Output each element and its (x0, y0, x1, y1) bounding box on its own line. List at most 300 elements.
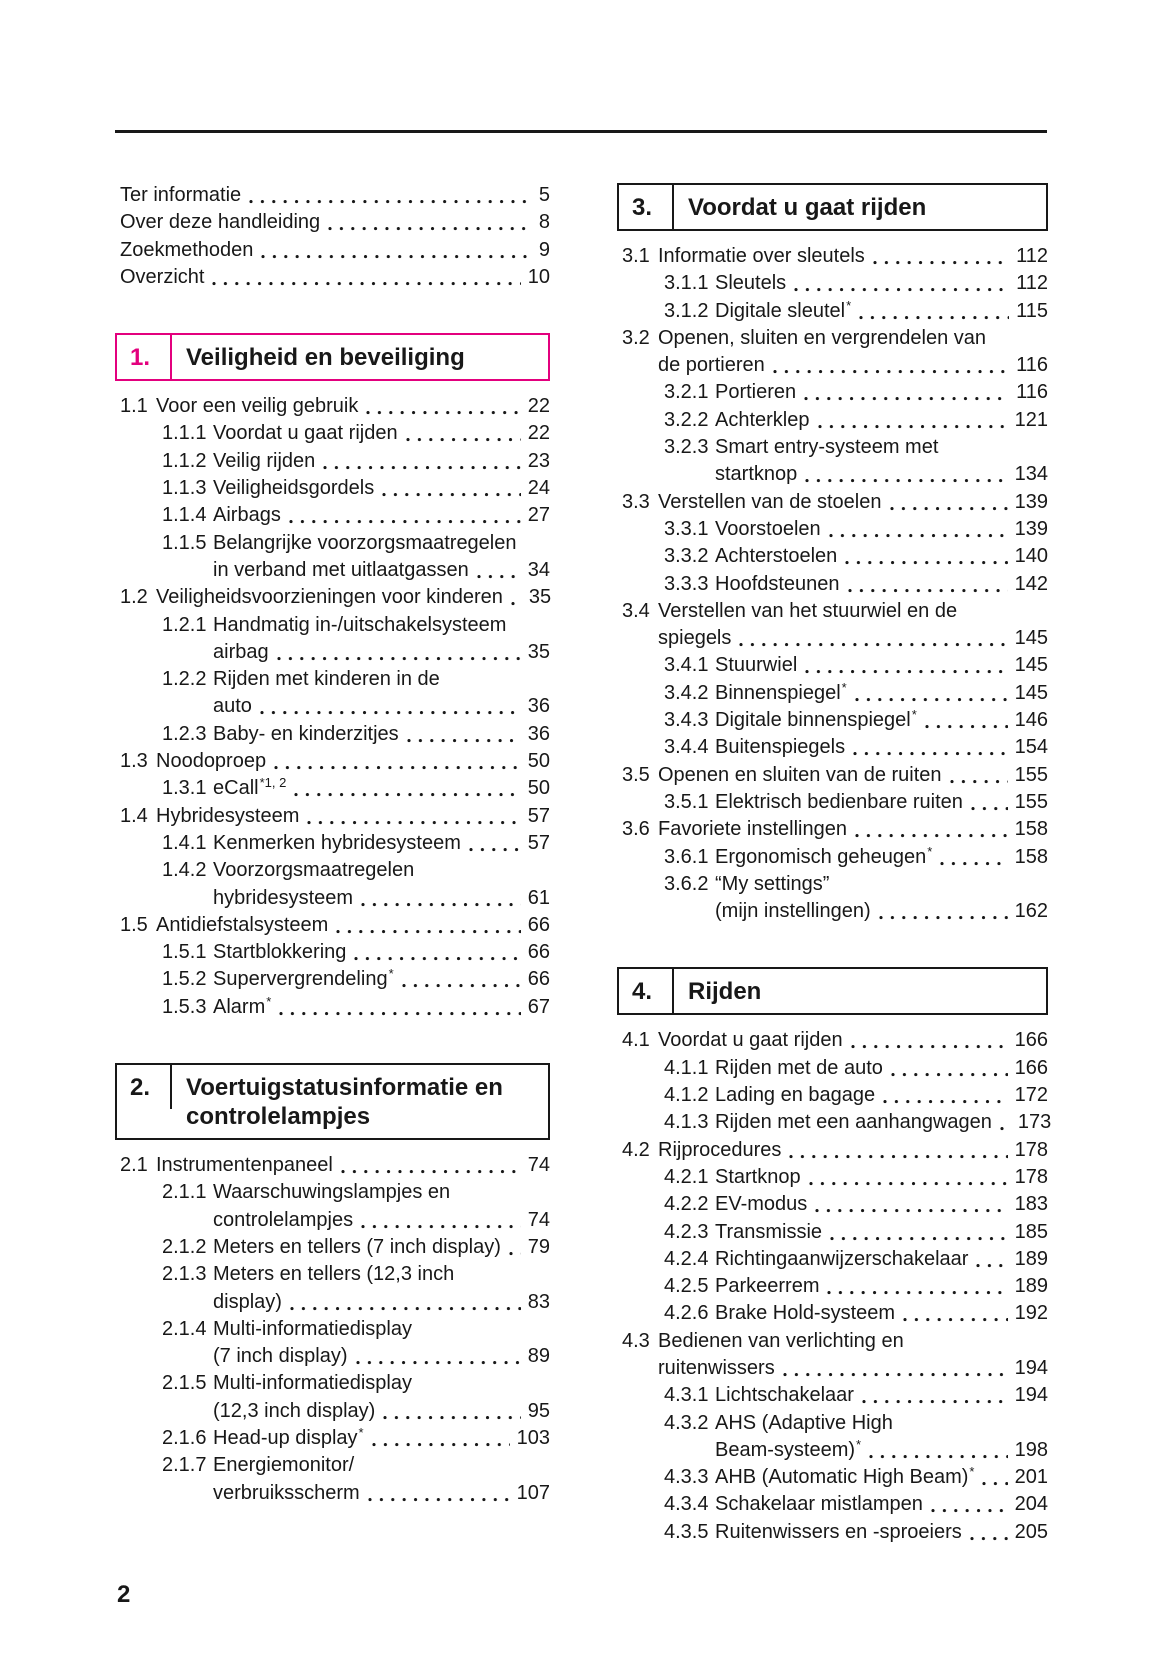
chapter-title (170, 1065, 517, 1138)
toc-entry-text: Binnenspiegel (715, 681, 841, 704)
dot-leader (889, 489, 1008, 516)
toc-entry-number: 4.3.1 (664, 1384, 709, 1407)
toc-entry-text: Portieren (715, 381, 797, 404)
toc-entry-number: 1.5.2 (162, 968, 207, 991)
toc-entry-line (622, 243, 1048, 270)
toc-entry (622, 598, 1048, 653)
chapter-number: 4. (632, 978, 653, 1006)
toc-entry-page: 116 (1016, 354, 1048, 377)
toc-entry-line (622, 434, 1048, 461)
dot-leader (476, 557, 521, 584)
toc-entry (622, 1246, 1048, 1273)
toc-entry-text: AHB (Automatic High Beam) (715, 1466, 969, 1489)
toc-entry (120, 393, 550, 420)
chapter-title (672, 969, 775, 1013)
toc-entry-text: Brake Hold-systeem (715, 1302, 896, 1325)
dot-leader (288, 502, 521, 529)
chapter-number: 2. (130, 1074, 151, 1102)
toc-entry-page: 178 (1014, 1138, 1048, 1161)
toc-entry-line (120, 1234, 550, 1261)
toc-entry (622, 298, 1048, 325)
toc-entry-line (622, 871, 1048, 898)
dot-leader (322, 448, 520, 475)
footnote-marker: * (846, 297, 852, 313)
toc-entry-line (120, 775, 550, 802)
toc-entry-page: 166 (1014, 1056, 1048, 1079)
toc-entry-text: spiegels (658, 627, 732, 650)
toc-entry-text: Digitale sleutel (715, 299, 846, 322)
dot-leader (327, 209, 532, 236)
toc-entry (622, 243, 1048, 270)
toc-entry-page: 185 (1014, 1220, 1048, 1243)
toc-entry-text: eCall (213, 777, 259, 800)
toc-entry (622, 1109, 1052, 1136)
toc-entry (622, 489, 1048, 516)
dot-leader (788, 1137, 1007, 1164)
toc-entry-number: 3.4.1 (664, 654, 709, 677)
toc-entry (622, 680, 1048, 707)
chapter-section-3 (617, 183, 1048, 925)
toc-entry-page: 22 (527, 422, 550, 445)
toc-entry-number: 3.1.2 (664, 299, 709, 322)
toc-entry-text: Rijden met een aanhangwagen (715, 1111, 992, 1134)
toc-entry (120, 803, 550, 830)
footnote-marker: * (911, 707, 917, 723)
toc-entry-page: 140 (1014, 545, 1048, 568)
toc-entry-text: Meters en tellers (7 inch display) (213, 1235, 501, 1258)
dot-leader (306, 803, 520, 830)
toc-entry (120, 237, 550, 264)
toc-entry-line (622, 407, 1048, 434)
toc-entry-line (120, 1398, 550, 1425)
toc-entry (120, 1179, 550, 1234)
toc-entry-line (120, 530, 550, 557)
toc-entry-number: 1.4 (120, 804, 148, 827)
toc-entry-text: auto (213, 695, 252, 718)
toc-entry-number: 1.1 (120, 395, 148, 418)
toc-entry-page: 145 (1014, 654, 1048, 677)
toc-entry-text: Schakelaar mistlampen (715, 1493, 923, 1516)
dot-leader (405, 420, 521, 447)
toc-entry-page: 67 (527, 995, 550, 1018)
toc-entry-line (622, 270, 1048, 297)
dot-leader (260, 237, 531, 264)
dot-leader (371, 1425, 510, 1452)
toc-entry-line (120, 1316, 550, 1343)
toc-entry-page: 23 (527, 449, 550, 472)
toc-entry (622, 407, 1048, 434)
toc-entry-line (622, 379, 1048, 406)
toc-entry-text: Airbags (213, 504, 281, 527)
dot-leader (878, 898, 1008, 925)
toc-entry-page: 50 (527, 750, 550, 773)
toc-entry (120, 209, 550, 236)
toc-entry-number: 4.1.3 (664, 1111, 709, 1134)
dot-leader (975, 1246, 1007, 1273)
toc-entry-text: Voordat u gaat rijden (658, 1029, 843, 1052)
toc-entry (622, 1027, 1048, 1054)
toc-entry-line (120, 748, 550, 775)
toc-entry (622, 871, 1048, 926)
toc-entry (622, 516, 1048, 543)
dot-leader (858, 298, 1009, 325)
toc-entry (120, 475, 550, 502)
toc-entry-line (622, 571, 1048, 598)
toc-entry-page: 103 (516, 1426, 550, 1449)
chapter-section-4 (617, 967, 1052, 1546)
toc-entry-text: Ergonomisch geheugen (715, 845, 927, 868)
toc-entry-line (120, 1452, 550, 1479)
toc-entry-number: 3.4.2 (664, 681, 709, 704)
toc-entry-page: 146 (1014, 709, 1048, 732)
toc-entry-text: (12,3 inch display) (213, 1399, 376, 1422)
toc-entry-number: 1.1.1 (162, 422, 207, 445)
toc-entry-page: 24 (527, 477, 550, 500)
toc-entry-line (120, 857, 550, 884)
toc-entry-text: Antidiefstalsysteem (156, 913, 329, 936)
toc-entry-page: 155 (1014, 790, 1048, 813)
toc-entry-text: Veilig rijden (213, 449, 316, 472)
toc-entry-text: Baby- en kinderzitjes (213, 722, 399, 745)
chapter-title (170, 335, 479, 379)
toc-entry-text: Informatie over sleutels (658, 245, 865, 267)
toc-entry-line (120, 448, 550, 475)
toc-entry-number: 3.6 (622, 818, 650, 841)
toc-entry-page: 183 (1014, 1193, 1048, 1216)
toc-entry-number: 3.2.1 (664, 381, 709, 404)
toc-entry-line (120, 639, 550, 666)
toc-entry-line (120, 237, 550, 264)
dot-leader (981, 1464, 1007, 1491)
toc-entry-line (622, 1519, 1048, 1546)
toc-entry (622, 707, 1048, 734)
toc-entry-line (622, 816, 1048, 843)
toc-entry-text: Richtingaanwijzerschakelaar (715, 1247, 969, 1270)
toc-entry (622, 816, 1048, 843)
toc-entry (120, 666, 550, 721)
dot-leader (289, 1289, 521, 1316)
toc-entry-line (120, 557, 550, 584)
toc-entry-text: Voor een veilig gebruik (156, 395, 359, 418)
toc-entry-line (120, 1179, 550, 1206)
toc-entry-page: 66 (527, 941, 550, 964)
toc-entry-line (622, 625, 1048, 652)
chapter-number: 3. (632, 194, 653, 221)
toc-entry-text: AHS (Adaptive High (715, 1411, 893, 1434)
toc-entry-number: 3.2 (622, 326, 650, 349)
toc-entry-line (622, 1219, 1048, 1246)
dot-leader (999, 1109, 1011, 1136)
dot-leader (844, 543, 1007, 570)
toc-entry (120, 1261, 550, 1316)
toc-entry-text: Energiemonitor/ (213, 1454, 355, 1477)
chapter-header-divider (170, 1065, 172, 1109)
toc-entry-text: Sleutels (715, 272, 787, 295)
toc-entry-text: Overzicht (120, 265, 205, 288)
chapter-title (672, 185, 940, 229)
toc-entry-page: 5 (538, 184, 550, 206)
dot-leader (890, 1055, 1008, 1082)
toc-entry-page: 194 (1014, 1356, 1048, 1379)
toc-entry-text: Meters en tellers (12,3 inch (213, 1263, 455, 1286)
dot-leader (930, 1491, 1008, 1518)
toc-entry-line (120, 1343, 550, 1370)
toc-entry (622, 571, 1048, 598)
toc-entry (622, 1491, 1048, 1518)
toc-entry-text: EV-modus (715, 1193, 808, 1216)
toc-entry-text: Zoekmethoden (120, 238, 254, 261)
dot-leader (211, 264, 520, 291)
toc-entry-line (622, 1355, 1048, 1382)
toc-entry-page: 112 (1016, 245, 1048, 267)
dot-leader (861, 1382, 1008, 1409)
toc-entry-text: Voorzorgsmaatregelen (213, 859, 415, 882)
toc-entry-text: Multi-informatiedisplay (213, 1317, 412, 1340)
toc-entry-number: 1.2.1 (162, 613, 207, 636)
toc-entry-page: 95 (527, 1399, 550, 1422)
toc-entry-line (120, 885, 550, 912)
toc-entry-text: display) (213, 1290, 282, 1313)
toc-entry-text: Startknop (715, 1165, 801, 1188)
toc-entry-line (622, 516, 1048, 543)
toc-entry-number: 1.5.1 (162, 941, 207, 964)
toc-entry-text: Lading en bagage (715, 1084, 876, 1107)
toc-entry-page: 204 (1014, 1493, 1048, 1516)
toc-entry-number: 2.1.6 (162, 1426, 207, 1449)
toc-entry-text: de portieren (658, 354, 765, 377)
toc-entry-number: 4.1 (622, 1029, 650, 1052)
toc-entry-number: 4.2.2 (664, 1193, 709, 1216)
toc-entry-text: Ter informatie (120, 184, 242, 206)
toc-entry-page: 142 (1014, 572, 1048, 595)
toc-entry-text: startknop (715, 463, 798, 486)
toc-entry-number: 1.1.4 (162, 504, 207, 527)
chapter-title-line: Voertuigstatusinformatie en (186, 1074, 503, 1102)
toc-entry-number: 4.3.2 (664, 1411, 709, 1434)
toc-entry-page: 74 (527, 1208, 550, 1231)
toc-entry (622, 1519, 1048, 1546)
toc-entry-text: verbruiksscherm (213, 1481, 360, 1504)
dot-leader (353, 939, 520, 966)
toc-entry-number: 2.1.1 (162, 1181, 207, 1204)
dot-leader (335, 912, 520, 939)
toc-entry (622, 1464, 1048, 1491)
toc-entry-page: 145 (1014, 627, 1048, 650)
dot-leader (804, 652, 1007, 679)
toc-entry-text: Elektrisch bedienbare ruiten (715, 790, 963, 813)
toc-entry-page: 66 (527, 913, 550, 936)
dot-leader (854, 816, 1008, 843)
toc-entry-text: Waarschuwingslampjes en (213, 1181, 451, 1204)
toc-entry-page: 189 (1014, 1247, 1048, 1270)
toc-entry-line (622, 489, 1048, 516)
toc-entry (120, 1234, 550, 1261)
dot-leader (355, 1343, 521, 1370)
toc-entry-line (120, 666, 550, 693)
toc-entry-text: Beam-systeem) (715, 1438, 856, 1461)
toc-entry (622, 652, 1048, 679)
toc-entry-page: 173 (1017, 1111, 1052, 1134)
dot-leader (360, 1207, 521, 1234)
chapter-title-line: Voordat u gaat rijden (688, 194, 927, 221)
toc-entry-line (120, 994, 550, 1021)
toc-entry-number: 3.5 (622, 763, 650, 786)
toc-entry-number: 4.3.5 (664, 1520, 709, 1543)
toc-entry (120, 721, 550, 748)
toc-entry-number: 3.6.2 (664, 872, 709, 895)
toc-entry-page: 158 (1014, 845, 1048, 868)
toc-entry (120, 420, 550, 447)
toc-entry-line (622, 762, 1048, 789)
toc-entry-page: 107 (516, 1481, 550, 1504)
toc-entry-line (120, 1207, 550, 1234)
toc-entry-number: 2.1.3 (162, 1263, 207, 1286)
toc-entry-line (120, 264, 550, 291)
toc-entry-text: ruitenwissers (658, 1356, 775, 1379)
toc-entry-number: 4.2.1 (664, 1165, 709, 1188)
toc-entry-page: 36 (527, 722, 550, 745)
toc-entry (120, 1425, 550, 1452)
dot-leader (508, 1234, 521, 1261)
top-rule (115, 130, 1047, 133)
toc-entry-page: 115 (1016, 299, 1048, 322)
toc-entry (120, 748, 550, 775)
toc-entry-text: Parkeerrem (715, 1275, 820, 1298)
dot-leader (259, 693, 521, 720)
toc-entry-line (622, 652, 1048, 679)
toc-entry-number: 4.2 (622, 1138, 650, 1161)
chapter-title-line: controlelampjes (186, 1103, 371, 1131)
toc-entry-number: 1.3.1 (162, 777, 207, 800)
toc-entry (120, 966, 550, 993)
dot-leader (248, 182, 532, 209)
chapter-title-line: Rijden (688, 978, 762, 1006)
toc-entry (622, 325, 1048, 380)
toc-entry-line (120, 393, 550, 420)
dot-leader (882, 1082, 1007, 1109)
toc-entry-number: 1.1.5 (162, 531, 207, 554)
dot-leader (850, 1027, 1008, 1054)
toc-entry (622, 1300, 1048, 1327)
toc-entry-page: 201 (1014, 1466, 1048, 1489)
dot-leader (854, 680, 1008, 707)
toc-entry-text: Rijden met kinderen in de (213, 668, 440, 691)
toc-entry-number: 4.2.6 (664, 1302, 709, 1325)
toc-entry-text: Buitenspiegels (715, 736, 846, 759)
toc-entry-text: Hybridesysteem (156, 804, 300, 827)
toc-entry-line (120, 830, 550, 857)
toc-entry-number: 3.4 (622, 599, 650, 622)
page-number: 2 (117, 1581, 131, 1608)
toc-entry-number: 4.2.5 (664, 1275, 709, 1298)
toc-item-list (617, 1027, 1052, 1546)
toc-entry-text: Rijprocedures (658, 1138, 782, 1161)
dot-leader (803, 379, 1009, 406)
dot-leader (939, 844, 1007, 871)
toc-entry (120, 612, 550, 667)
toc-entry-line (622, 1491, 1048, 1518)
chapter-section-2 (115, 1063, 550, 1507)
toc-entry-number: 1.2 (120, 586, 148, 609)
toc-entry-line (120, 502, 550, 529)
toc-entry-line (622, 1109, 1052, 1136)
toc-entry-page: 83 (527, 1290, 550, 1313)
dot-leader (949, 762, 1008, 789)
dot-leader (814, 1191, 1007, 1218)
toc-entry-number: 3.1.1 (664, 272, 709, 295)
toc-entry (120, 584, 550, 611)
chapter-header-divider (672, 185, 674, 229)
toc-entry-line (622, 1246, 1048, 1273)
toc-entry-text: Ruitenwissers en -sproeiers (715, 1520, 962, 1543)
toc-entry-number: 1.2.3 (162, 722, 207, 745)
toc-entry-text: Transmissie (715, 1220, 823, 1243)
chapter-title-line: Veiligheid en beveiliging (186, 344, 465, 372)
toc-entry-page: 139 (1014, 490, 1048, 513)
toc-entry-page: 22 (527, 395, 550, 418)
toc-column-left (115, 182, 550, 1507)
toc-entry (622, 1082, 1048, 1109)
toc-entry (622, 1191, 1048, 1218)
toc-entry-number: 4.2.4 (664, 1247, 709, 1270)
toc-entry-line (622, 789, 1048, 816)
toc-entry-page: 189 (1014, 1275, 1048, 1298)
toc-entry-text: Belangrijke voorzorgsmaatregelen (213, 531, 517, 554)
dot-leader (804, 461, 1007, 488)
toc-entry-number: 2.1.5 (162, 1372, 207, 1395)
toc-entry-page: 35 (528, 586, 552, 609)
footnote-marker: * (927, 843, 933, 859)
toc-entry-page: 121 (1014, 408, 1048, 431)
toc-entry-line (622, 352, 1048, 379)
toc-entry (622, 844, 1048, 871)
toc-entry-number: 1.3 (120, 750, 148, 773)
toc-entry (622, 1219, 1048, 1246)
dot-leader (367, 1480, 510, 1507)
chapter-header (115, 333, 550, 381)
toc-entry-text: hybridesysteem (213, 886, 354, 909)
toc-entry-page: 79 (527, 1235, 550, 1258)
toc-entry-page: 57 (527, 831, 550, 854)
toc-entry-number: 1.5 (120, 913, 148, 936)
toc-entry-text: Bedienen van verlichting en (658, 1329, 904, 1352)
toc-entry (120, 448, 550, 475)
toc-entry-text: airbag (213, 640, 269, 663)
footnote-marker: * (841, 679, 847, 695)
toc-entry-text: Openen en sluiten van de ruiten (658, 763, 942, 786)
toc-entry-line (622, 1273, 1048, 1300)
toc-entry-page: 112 (1016, 272, 1048, 295)
toc-entry-number: 2.1.2 (162, 1235, 207, 1258)
toc-entry-number: 4.3.3 (664, 1466, 709, 1489)
dot-leader (793, 270, 1009, 297)
dot-leader (340, 1152, 521, 1179)
toc-entry-number: 3.6.1 (664, 845, 709, 868)
toc-entry-line (120, 1152, 550, 1179)
toc-entry (120, 530, 550, 585)
toc-entry-text: Favoriete instellingen (658, 818, 847, 841)
dot-leader (510, 584, 522, 611)
dot-leader (852, 734, 1008, 761)
toc-entry-line (120, 1289, 550, 1316)
toc-entry-line (622, 734, 1048, 761)
toc-entry-number: 4.3.4 (664, 1493, 709, 1516)
toc-entry-number: 1.1.2 (162, 449, 207, 472)
toc-entry-number: 3.3.2 (664, 545, 709, 568)
toc-entry-page: 192 (1014, 1302, 1048, 1325)
toc-entry-text: Startblokkering (213, 941, 347, 964)
toc-entry-line (120, 584, 550, 611)
